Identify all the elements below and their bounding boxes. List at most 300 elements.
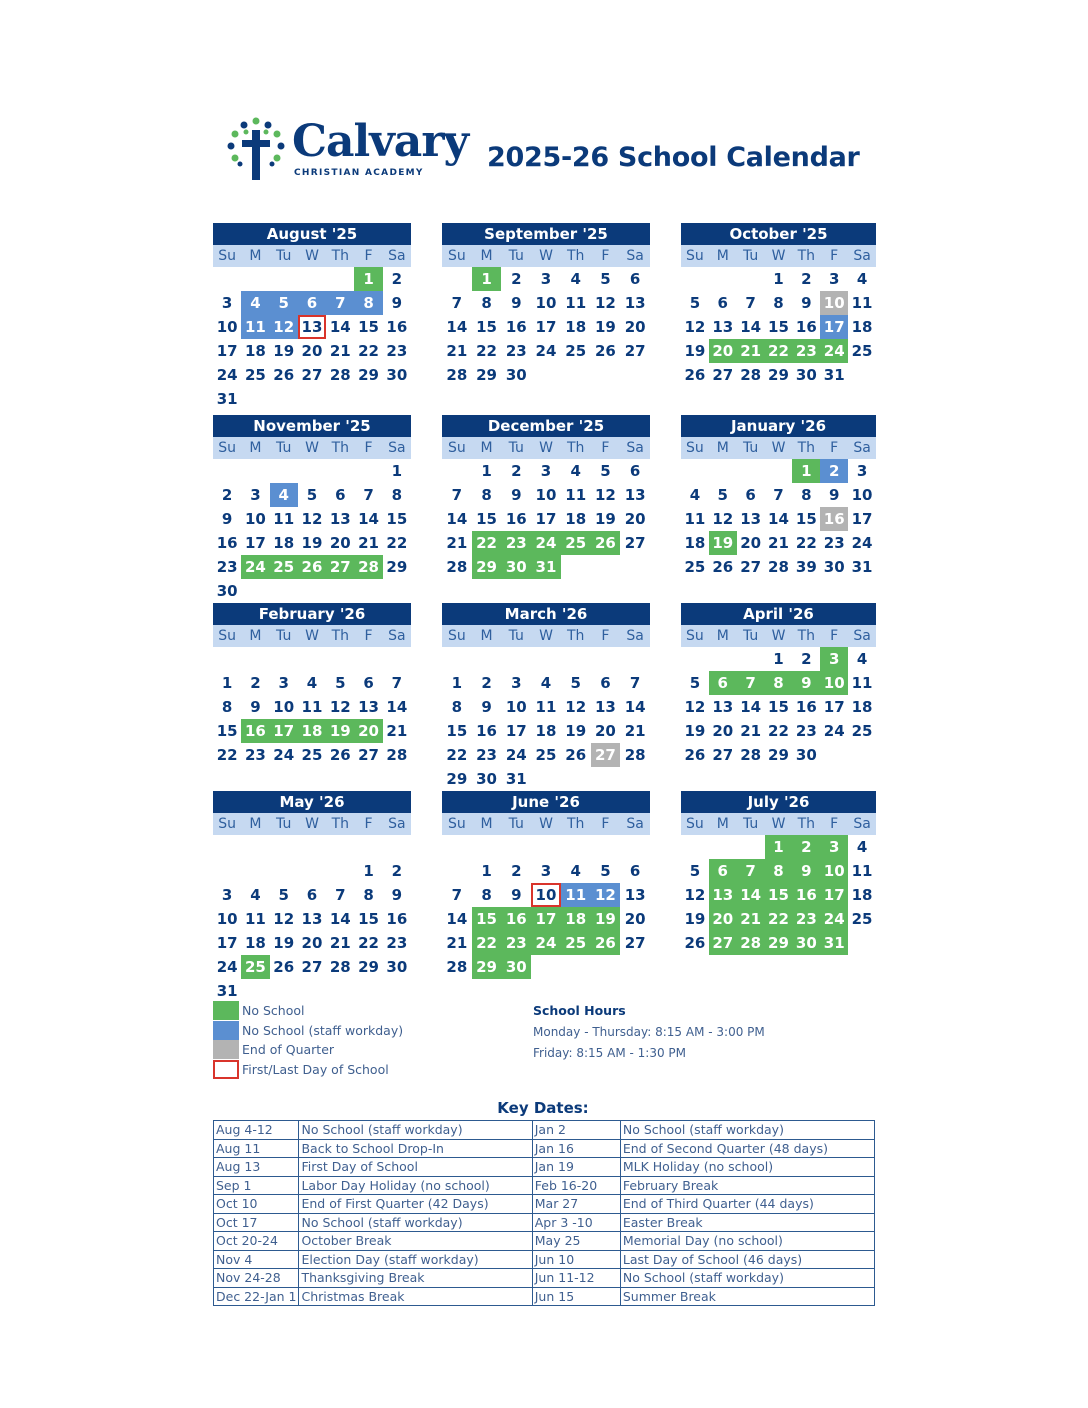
day-cell: 24 — [820, 907, 848, 931]
table-row — [214, 1121, 875, 1140]
day-cell: 30 — [505, 366, 527, 384]
day-cell: 22 — [472, 931, 502, 955]
day-cell: 20 — [740, 534, 762, 552]
day-cell: 26 — [684, 934, 706, 952]
month-title: March '26 — [442, 603, 650, 625]
day-cell: 10 — [273, 698, 295, 716]
weekday-label: M — [249, 440, 262, 456]
day-cell: 9 — [511, 294, 522, 312]
empty-cell — [472, 835, 502, 859]
empty-cell — [561, 835, 591, 859]
day-cell: 5 — [570, 674, 581, 692]
day-cell: 14 — [624, 698, 646, 716]
day-cell: 12 — [684, 886, 706, 904]
weekday-label: W — [539, 440, 553, 456]
day-cell: 30 — [795, 366, 817, 384]
key-date-cell: Feb 16-20 — [532, 1176, 620, 1195]
day-cell: 18 — [535, 722, 557, 740]
weekday-header — [442, 625, 650, 647]
day-cell: 5 — [306, 486, 318, 504]
day-cell: 24 — [216, 958, 238, 976]
empty-cell — [472, 647, 502, 671]
weekday-label: Su — [447, 628, 466, 644]
empty-cell — [326, 267, 354, 291]
day-cell: 13 — [740, 510, 762, 528]
weekday-label: Th — [566, 440, 585, 456]
day-cell: 28 — [446, 366, 468, 384]
weekday-header — [213, 813, 411, 835]
day-cell: 12 — [591, 883, 621, 907]
weekday-header — [442, 437, 650, 459]
day-cell: 3 — [540, 462, 552, 480]
weekday-label: Tu — [276, 248, 292, 264]
day-cell: 1 — [451, 674, 463, 692]
day-cell: 22 — [358, 342, 379, 360]
day-cell: 14 — [329, 318, 351, 336]
day-cell: 11 — [565, 294, 587, 312]
day-cell: 16 — [820, 507, 848, 531]
empty-cell — [213, 267, 241, 291]
key-event-cell: MLK Holiday (no school) — [620, 1158, 874, 1177]
day-cell: 25 — [851, 910, 873, 928]
day-cell: 20 — [712, 722, 734, 740]
day-cell: 14 — [740, 698, 762, 716]
weekday-label: M — [716, 248, 729, 264]
day-cell: 7 — [451, 486, 463, 504]
day-cell: 26 — [594, 342, 616, 360]
day-cell: 25 — [851, 342, 873, 360]
weekday-label: F — [830, 248, 839, 264]
weekday-label: Su — [218, 816, 237, 832]
day-cell: 17 — [851, 510, 873, 528]
key-dates-title — [0, 1099, 1088, 1117]
day-cell: 18 — [273, 534, 295, 552]
day-cell: 30 — [792, 931, 820, 955]
key-event-cell: Christmas Break — [299, 1287, 532, 1306]
day-cell: 18 — [684, 534, 706, 552]
day-cell: 26 — [565, 746, 587, 764]
legend-label: End of Quarter — [242, 1042, 335, 1058]
day-cell: 3 — [278, 674, 289, 692]
key-date-cell: Jan 16 — [532, 1139, 620, 1158]
day-cell: 14 — [446, 510, 468, 528]
key-date-cell: Aug 11 — [214, 1139, 299, 1158]
day-cell: 7 — [629, 674, 641, 692]
day-cell: 29 — [476, 366, 497, 384]
key-date-cell: Aug 4-12 — [214, 1121, 299, 1140]
day-cell: 26 — [591, 531, 621, 555]
school-hours-title: School Hours — [533, 1003, 626, 1018]
key-event-cell: October Break — [299, 1232, 532, 1251]
day-cell: 2 — [511, 270, 522, 288]
key-date-cell: Jun 10 — [532, 1250, 620, 1269]
key-event-cell: End of First Quarter (42 Days) — [299, 1195, 532, 1214]
month-calendar — [681, 603, 876, 767]
weekday-label: M — [480, 628, 493, 644]
table-row — [214, 1269, 875, 1288]
day-cell: 8 — [765, 671, 793, 695]
empty-cell — [709, 459, 737, 483]
weekday-label: Sa — [388, 248, 406, 264]
day-cell: 26 — [273, 958, 295, 976]
day-cell: 13 — [624, 294, 646, 312]
day-cell: 6 — [629, 462, 641, 480]
day-cell: 12 — [301, 510, 323, 528]
empty-cell — [270, 859, 298, 883]
weekday-label: Th — [566, 248, 585, 264]
day-cell: 11 — [684, 510, 706, 528]
day-cell: 17 — [244, 534, 266, 552]
day-cell: 19 — [565, 722, 587, 740]
empty-cell — [213, 459, 241, 483]
weekday-header — [213, 625, 411, 647]
day-cell: 14 — [768, 510, 789, 528]
day-cell: 16 — [501, 907, 531, 931]
day-cell: 15 — [472, 907, 502, 931]
day-cell: 14 — [737, 883, 765, 907]
empty-cell — [241, 859, 269, 883]
day-cell: 28 — [737, 931, 765, 955]
day-cell: 17 — [820, 883, 848, 907]
day-cell: 1 — [221, 674, 233, 692]
empty-cell — [501, 835, 531, 859]
day-cell: 18 — [851, 886, 873, 904]
day-cell: 9 — [511, 486, 522, 504]
key-date-cell: Jan 2 — [532, 1121, 620, 1140]
day-cell: 26 — [712, 558, 734, 576]
empty-cell — [326, 459, 354, 483]
day-cell: 17 — [216, 342, 238, 360]
day-cell: 5 — [600, 462, 611, 480]
day-cell: 4 — [570, 462, 581, 480]
day-cell: 4 — [540, 674, 552, 692]
day-cell: 7 — [773, 486, 784, 504]
day-cell: 9 — [250, 698, 261, 716]
table-row — [214, 1158, 875, 1177]
day-cell: 18 — [851, 698, 873, 716]
day-cell: 30 — [386, 366, 408, 384]
day-cell: 23 — [795, 722, 817, 740]
weekday-label: M — [716, 628, 729, 644]
day-cell: 25 — [565, 342, 587, 360]
day-cell: 7 — [745, 294, 756, 312]
days-grid — [681, 267, 876, 387]
month-title: May '26 — [213, 791, 411, 813]
day-cell: 23 — [216, 558, 238, 576]
weekday-label: M — [716, 440, 729, 456]
day-cell: 25 — [244, 366, 266, 384]
weekday-label: Tu — [742, 628, 759, 644]
day-cell: 21 — [329, 934, 351, 952]
day-cell: 17 — [820, 315, 848, 339]
weekday-label: Su — [447, 248, 466, 264]
day-cell: 12 — [684, 318, 706, 336]
day-cell: 27 — [591, 743, 621, 767]
days-grid — [681, 647, 876, 767]
day-cell: 26 — [329, 746, 351, 764]
day-cell: 29 — [472, 955, 502, 979]
day-cell: 13 — [594, 698, 616, 716]
month-calendar — [213, 791, 411, 1003]
key-dates-table — [213, 1120, 875, 1306]
day-cell: 28 — [446, 558, 468, 576]
weekday-label: F — [830, 440, 839, 456]
day-cell: 19 — [273, 934, 295, 952]
day-cell: 10 — [216, 318, 238, 336]
day-cell: 15 — [476, 510, 497, 528]
month-title: January '26 — [681, 415, 876, 437]
weekday-header — [442, 245, 650, 267]
weekday-label: Sa — [626, 440, 644, 456]
day-cell: 12 — [594, 294, 616, 312]
day-cell: 11 — [273, 510, 295, 528]
table-row — [214, 1213, 875, 1232]
day-cell: 5 — [717, 486, 728, 504]
day-cell: 19 — [684, 722, 706, 740]
empty-cell — [681, 459, 709, 483]
empty-cell — [241, 267, 269, 291]
day-cell: 13 — [358, 698, 379, 716]
weekday-label: Th — [331, 628, 349, 644]
day-cell: 19 — [326, 719, 354, 743]
day-cell: 6 — [709, 859, 737, 883]
day-cell: 2 — [801, 270, 812, 288]
legend-label: First/Last Day of School — [242, 1061, 389, 1077]
day-cell: 2 — [221, 486, 233, 504]
day-cell: 15 — [358, 910, 379, 928]
day-cell: 31 — [505, 770, 527, 788]
day-cell: 4 — [856, 650, 868, 668]
day-cell: 1 — [481, 862, 492, 880]
day-cell: 26 — [273, 366, 295, 384]
empty-cell — [442, 267, 472, 291]
day-cell: 29 — [358, 366, 379, 384]
weekday-label: Su — [218, 628, 237, 644]
day-cell: 20 — [624, 510, 646, 528]
day-cell: 24 — [820, 339, 848, 363]
day-cell: 25 — [561, 931, 591, 955]
day-cell: 25 — [535, 746, 557, 764]
day-cell: 15 — [358, 318, 379, 336]
month-calendar — [681, 223, 876, 387]
day-cell: 9 — [792, 671, 820, 695]
weekday-label: W — [771, 628, 786, 644]
weekday-label: W — [539, 628, 553, 644]
day-cell: 8 — [773, 294, 784, 312]
day-cell: 4 — [250, 886, 261, 904]
day-cell: 24 — [851, 534, 873, 552]
day-cell: 7 — [451, 294, 463, 312]
day-cell: 13 — [624, 486, 646, 504]
month-title: April '26 — [681, 603, 876, 625]
day-cell: 4 — [856, 838, 868, 856]
weekday-label: F — [601, 440, 610, 456]
day-cell: 25 — [561, 531, 591, 555]
empty-cell — [681, 267, 709, 291]
day-cell: 14 — [358, 510, 379, 528]
day-cell: 16 — [505, 318, 527, 336]
day-cell: 20 — [594, 722, 616, 740]
day-cell: 31 — [531, 555, 561, 579]
day-cell: 24 — [241, 555, 269, 579]
day-cell: 18 — [561, 907, 591, 931]
day-cell: 19 — [301, 534, 323, 552]
empty-cell — [383, 647, 411, 671]
day-cell: 3 — [221, 886, 233, 904]
day-cell: 23 — [792, 907, 820, 931]
days-grid — [681, 835, 876, 955]
day-cell: 2 — [391, 862, 403, 880]
day-cell: 2 — [511, 862, 522, 880]
empty-cell — [681, 835, 709, 859]
day-cell: 26 — [298, 555, 326, 579]
day-cell: 15 — [386, 510, 408, 528]
day-cell: 29 — [768, 746, 789, 764]
empty-cell — [270, 647, 298, 671]
day-cell: 5 — [278, 886, 289, 904]
day-cell: 14 — [329, 910, 351, 928]
weekday-label: F — [830, 816, 839, 832]
weekday-header — [681, 813, 876, 835]
day-cell: 24 — [273, 746, 295, 764]
key-date-cell: Dec 22-Jan 1 — [214, 1287, 299, 1306]
day-cell: 13 — [301, 910, 323, 928]
day-cell: 12 — [684, 698, 706, 716]
weekday-header — [681, 437, 876, 459]
day-cell: 18 — [244, 934, 266, 952]
weekday-label: Sa — [853, 628, 871, 644]
weekday-label: W — [539, 816, 553, 832]
day-cell: 25 — [270, 555, 298, 579]
day-cell: 22 — [386, 534, 408, 552]
key-event-cell: No School (staff workday) — [299, 1121, 532, 1140]
weekday-label: Sa — [626, 248, 644, 264]
day-cell: 19 — [684, 342, 706, 360]
day-cell: 7 — [391, 674, 403, 692]
day-cell: 23 — [501, 531, 531, 555]
day-cell: 2 — [391, 270, 403, 288]
key-date-cell: Mar 27 — [532, 1195, 620, 1214]
key-date-cell: Sep 1 — [214, 1176, 299, 1195]
legend-label: No School (staff workday) — [242, 1022, 404, 1038]
day-cell: 14 — [386, 698, 408, 716]
weekday-label: M — [249, 628, 262, 644]
month-title: September '25 — [442, 223, 650, 245]
day-cell: 7 — [363, 486, 374, 504]
day-cell: 10 — [535, 486, 557, 504]
day-cell: 8 — [801, 486, 812, 504]
day-cell: 10 — [535, 294, 557, 312]
weekday-label: F — [364, 440, 373, 456]
day-cell: 6 — [629, 862, 641, 880]
day-cell: 23 — [501, 931, 531, 955]
day-cell: 3 — [540, 270, 552, 288]
day-cell: 12 — [594, 486, 616, 504]
legend-item-no-school — [213, 1001, 403, 1021]
day-cell: 12 — [273, 910, 295, 928]
day-cell: 21 — [446, 534, 468, 552]
day-cell: 15 — [768, 318, 789, 336]
weekday-label: M — [480, 816, 493, 832]
weekday-label: Sa — [626, 816, 644, 832]
weekday-label: Th — [797, 816, 816, 832]
legend-swatch-gray — [213, 1040, 239, 1059]
day-cell: 28 — [354, 555, 382, 579]
table-row — [214, 1287, 875, 1306]
day-cell: 1 — [481, 462, 492, 480]
weekday-label: Tu — [508, 248, 524, 264]
day-cell: 12 — [329, 698, 351, 716]
empty-cell — [442, 835, 472, 859]
weekday-label: Th — [566, 628, 585, 644]
day-cell: 11 — [851, 674, 873, 692]
day-cell: 11 — [241, 315, 269, 339]
day-cell: 12 — [565, 698, 587, 716]
day-cell: 29 — [386, 558, 408, 576]
weekday-label: F — [364, 816, 373, 832]
weekday-label: Th — [566, 816, 585, 832]
day-cell: 18 — [565, 510, 587, 528]
day-cell: 5 — [689, 294, 701, 312]
weekday-label: M — [480, 248, 493, 264]
day-cell: 28 — [329, 958, 351, 976]
month-calendar — [213, 223, 411, 411]
empty-cell — [531, 647, 561, 671]
empty-cell — [681, 647, 709, 671]
day-cell: 1 — [363, 862, 374, 880]
day-cell: 29 — [446, 770, 468, 788]
day-cell: 27 — [301, 366, 323, 384]
day-cell: 27 — [712, 746, 734, 764]
weekday-label: M — [249, 248, 262, 264]
day-cell: 2 — [250, 674, 261, 692]
day-cell: 30 — [823, 558, 845, 576]
day-cell: 6 — [363, 674, 374, 692]
day-cell: 2 — [820, 459, 848, 483]
weekday-label: M — [716, 816, 729, 832]
day-cell: 13 — [712, 698, 734, 716]
day-cell: 1 — [472, 267, 502, 291]
weekday-label: Su — [686, 440, 704, 456]
day-cell: 22 — [216, 746, 238, 764]
empty-cell — [298, 835, 326, 859]
day-cell: 28 — [386, 746, 408, 764]
logo-subtitle: CHRISTIAN ACADEMY — [294, 168, 424, 178]
key-dates-title-text: Key Dates: — [497, 1099, 589, 1117]
day-cell: 10 — [820, 291, 848, 315]
weekday-label: Tu — [508, 628, 524, 644]
day-cell: 29 — [472, 555, 502, 579]
empty-cell — [737, 835, 765, 859]
month-calendar — [442, 791, 650, 979]
month-title: August '25 — [213, 223, 411, 245]
key-date-cell: Oct 10 — [214, 1195, 299, 1214]
empty-cell — [765, 459, 793, 483]
day-cell: 6 — [629, 270, 641, 288]
day-cell: 21 — [386, 722, 408, 740]
day-cell: 1 — [354, 267, 382, 291]
day-cell: 16 — [795, 698, 817, 716]
empty-cell — [213, 835, 241, 859]
day-cell: 31 — [216, 390, 238, 408]
table-row — [214, 1176, 875, 1195]
weekday-label: Su — [686, 628, 704, 644]
day-cell: 29 — [768, 366, 789, 384]
day-cell: 10 — [531, 883, 561, 907]
tree-cross-icon — [226, 116, 288, 180]
key-event-cell: No School (staff workday) — [299, 1213, 532, 1232]
key-event-cell: Election Day (staff workday) — [299, 1250, 532, 1269]
